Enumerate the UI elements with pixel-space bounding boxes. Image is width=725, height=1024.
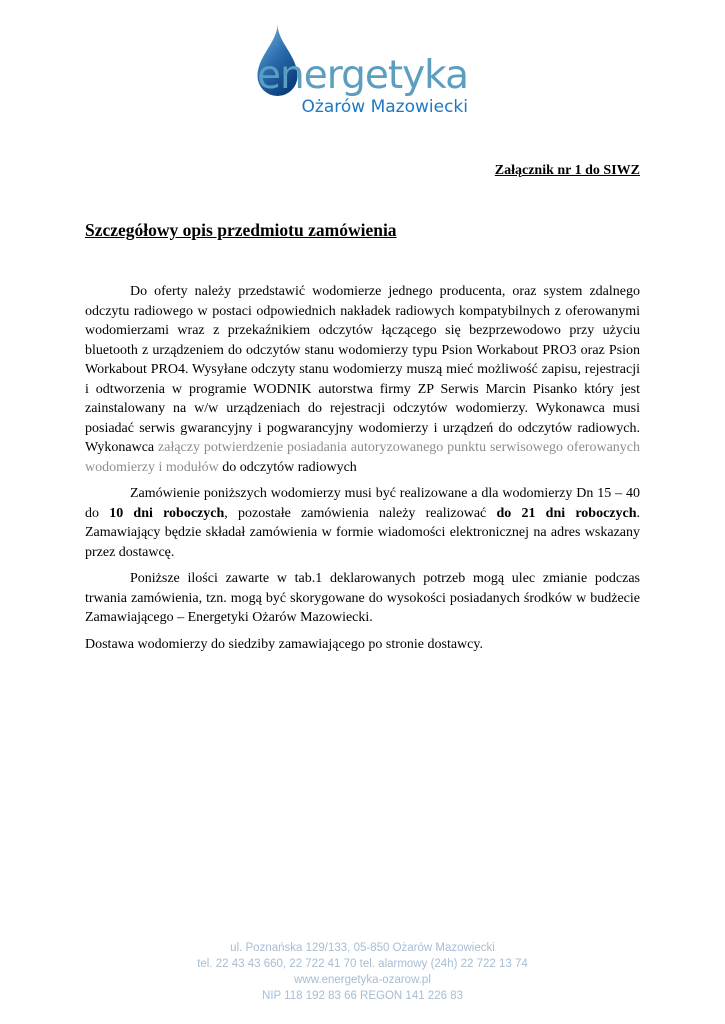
logo	[257, 24, 468, 117]
logo-subtitle: Ożarów Mazowiecki	[301, 97, 468, 117]
deadline-10-days: 10 dni roboczych	[109, 505, 225, 521]
footer-address: ul. Poznańska 129/133, 05-850 Ożarów Mazowiecki	[230, 942, 495, 954]
paragraph-1-text: Do oferty należy przedstawić wodomierze jednego producenta, oraz system zdalnego odczytu radiowego w postaci odpowiednich nakładek radiowych kompatybilnych z oferowanymi wodomierzami wraz z przekaźnikiem odczytów łączącego się bezprzewodowo przy użyciu bluetooth z urządzeniem do odczytów stanu wodomierzy typu Psion Workabout PRO3 oraz Psion Workabout PRO4. Wysyłane odczyty stanu wodomierzy muszą mieć możliwość zapisu, rejestracji i odtworzenia w programie WODNIK autorstwa firmy ZP Serwis Marcin Pisanko który jest zainstalowany na w/w urządzeniach do rejestracji odczytów wodomierzy. Wykonawca musi posiadać serwis gwarancyjny i pogwarancyjny wodomierzy i urządzeń do odczytów radiowych. Wykonawca	[85, 284, 640, 455]
paragraph-1-text-end: do odczytów radiowych	[218, 459, 357, 475]
paragraph-1	[85, 282, 640, 477]
logo-row	[257, 24, 468, 98]
paragraph-3: Poniższe ilości zawarte w tab.1 deklarowanych potrzeb mogą ulec zmianie podczas trwania zamówienia, tzn. mogą być skorygowane do wysokości posiadanych środków w budżecie Zamawiającego – Energetyki Ożarów Mazowiecki.	[85, 571, 640, 625]
document-body	[85, 282, 640, 661]
paragraph-2-text-end: . Zamawiający będzie składał zamówienia w formie wiadomości elektronicznej na adres wskazany przez dostawcę.	[85, 505, 641, 560]
paragraph-2-text: Zamówienie poniższych wodomierzy musi być realizowane a dla wodomierzy Dn 15 – 40 do	[85, 486, 640, 521]
deadline-21-days: do 21 dni roboczych	[496, 505, 637, 521]
page-footer	[0, 940, 725, 1004]
footer-phones: tel. 22 43 43 660, 22 722 41 70 tel. alarmowy (24h) 22 722 13 74	[197, 958, 528, 970]
paragraph-4: Dostawa wodomierzy do siedziby zamawiającego po stronie dostawcy.	[85, 636, 483, 652]
paragraph-2	[85, 484, 640, 562]
paragraph-2-text-mid: , pozostałe zamówienia należy realizować	[224, 505, 497, 521]
footer-website: www.energetyka-ozarow.pl	[294, 974, 431, 986]
attachment-label: Załącznik nr 1 do SIWZ	[494, 163, 640, 178]
footer-tax-ids: NIP 118 192 83 66 REGON 141 226 83	[262, 990, 463, 1002]
logo-brand-text: energetyka	[257, 53, 468, 98]
document-title: Szczegółowy opis przedmiotu zamówienia	[85, 220, 397, 240]
paragraph-1-gray-text: załączy potwierdzenie posiadania autoryzowanego punktu serwisowego oferowanych wodomierzy i modułów	[85, 440, 640, 475]
